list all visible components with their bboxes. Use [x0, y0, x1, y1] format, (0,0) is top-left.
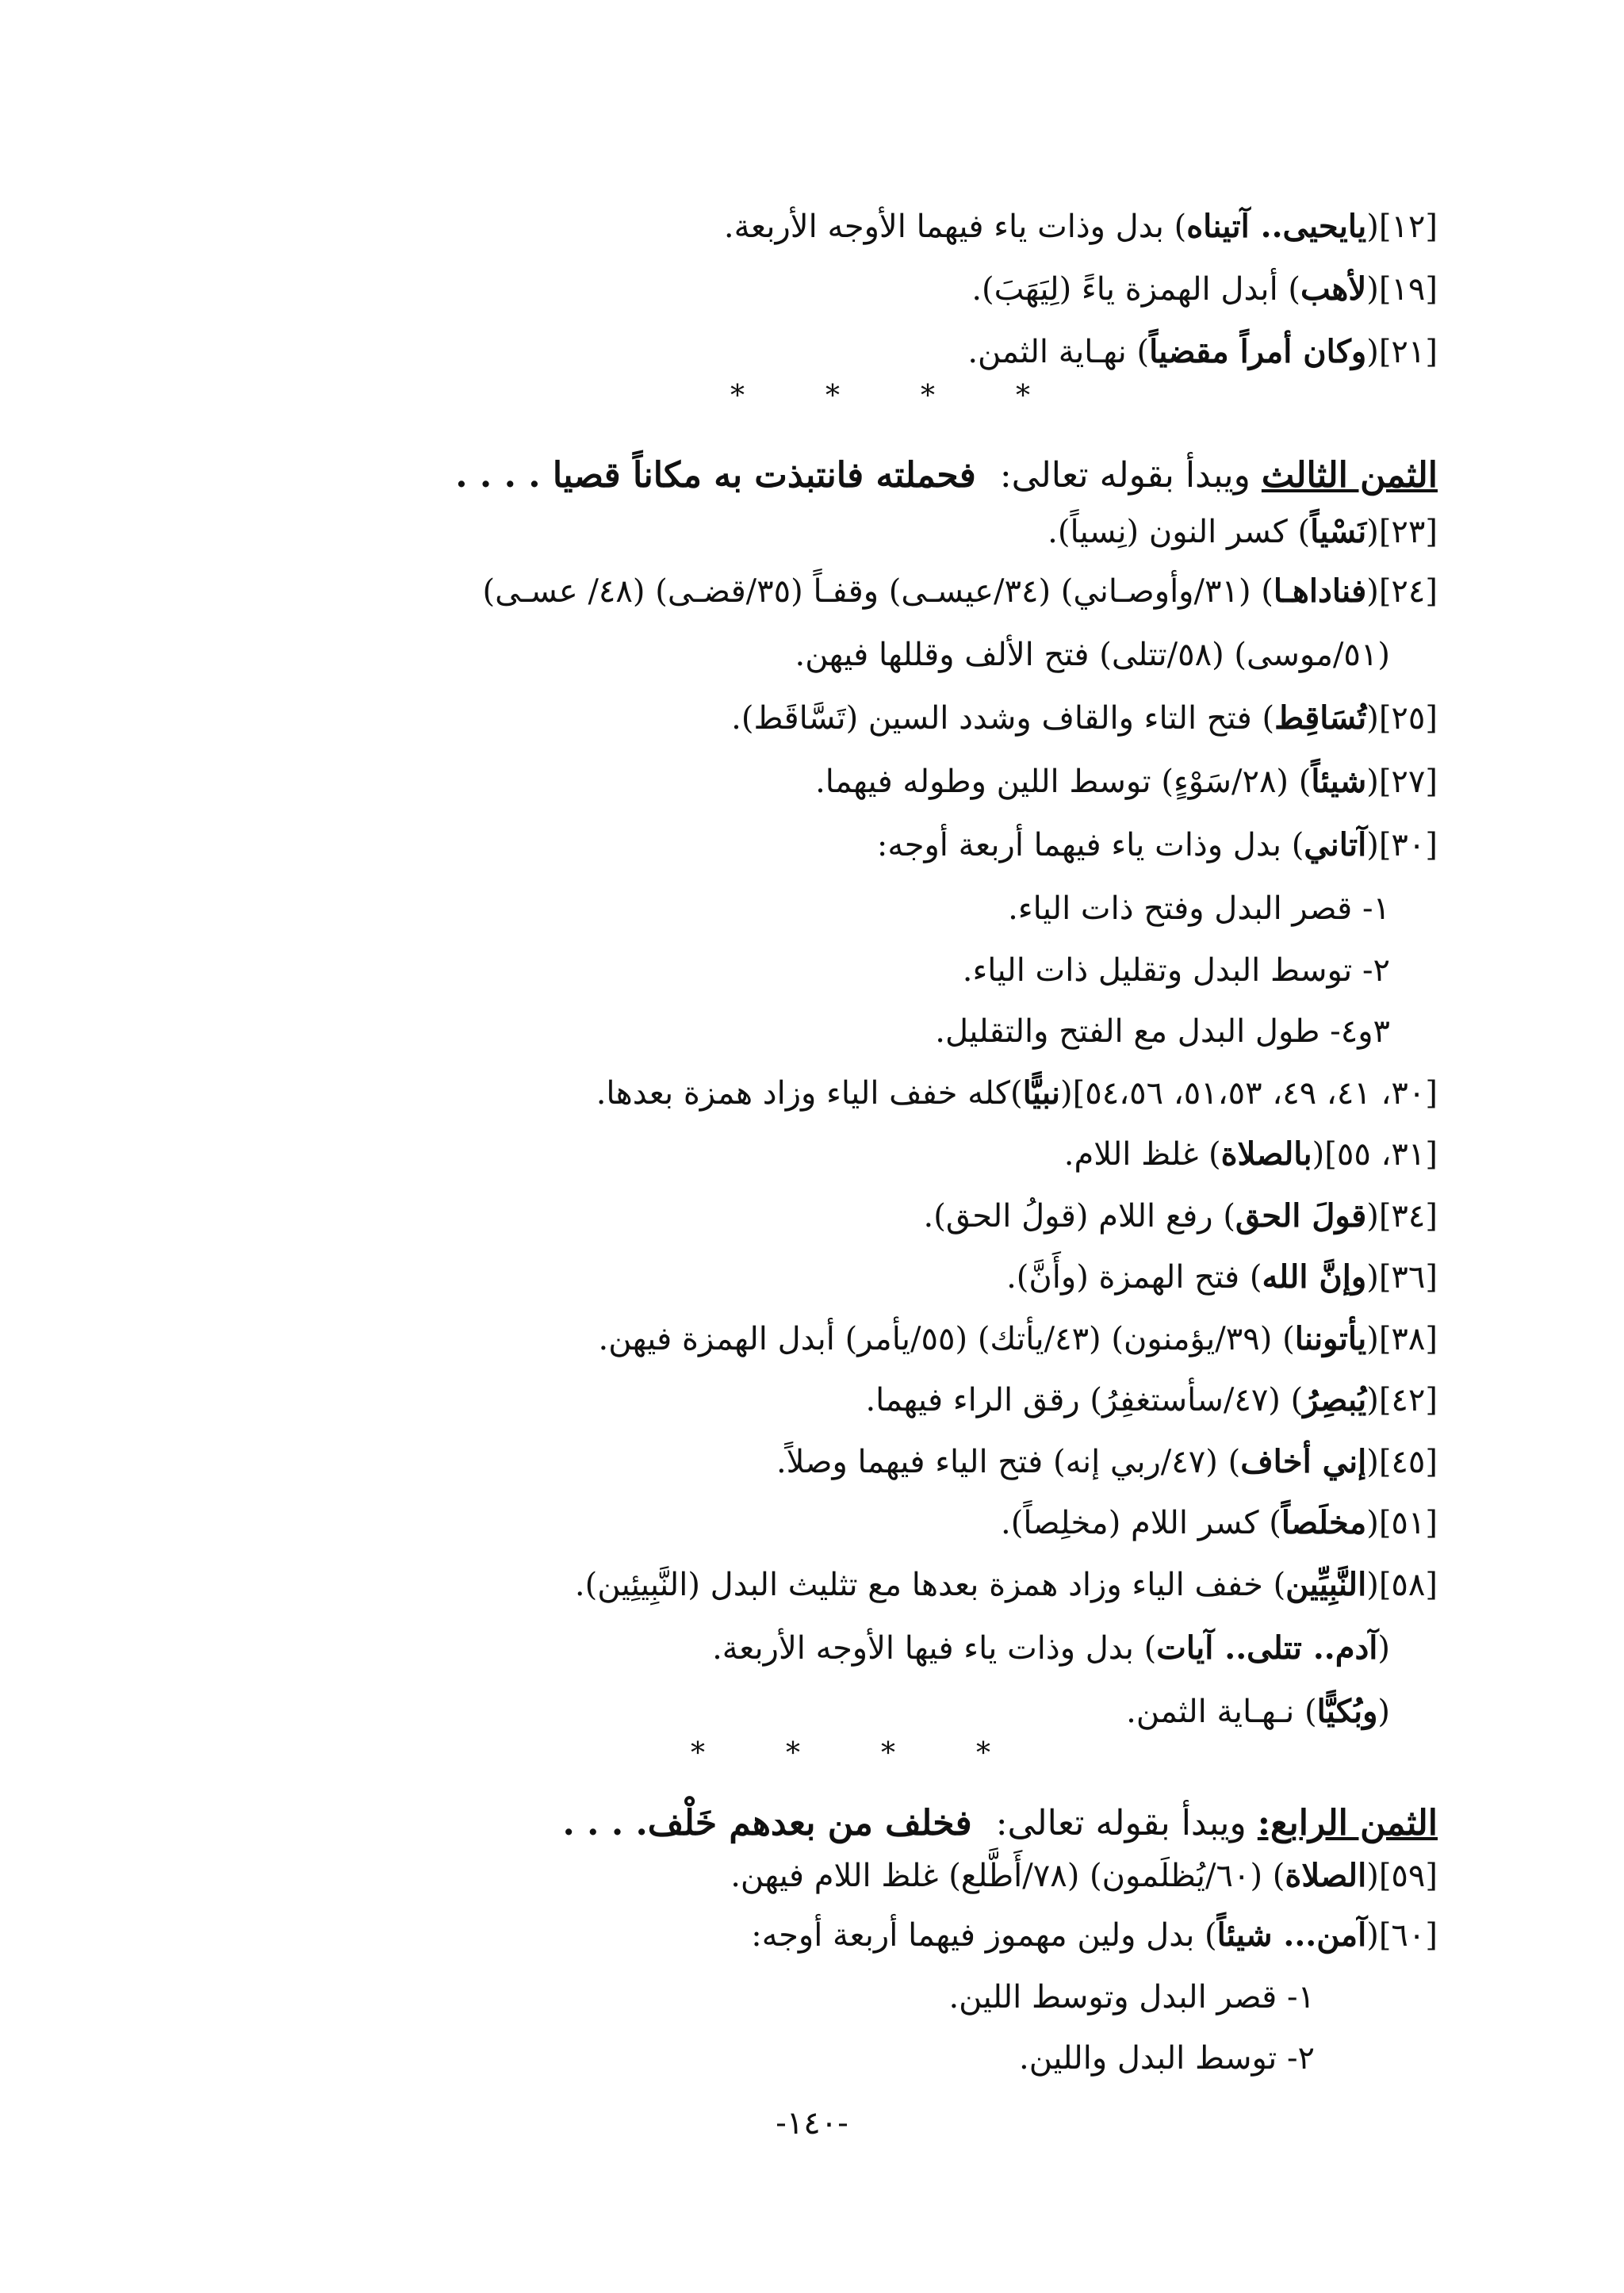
- verse-ref: [٢٣]: [1378, 514, 1438, 550]
- section-name: الثمن الثالث: [1261, 455, 1438, 496]
- note-text: (٣١/وأوصـاني) (٣٤/عيسـى) وقفـاً (٣٥/قضـى) (٤٨/ عسـى): [482, 573, 1262, 610]
- verse-ref: [٦٠]: [1378, 1917, 1438, 1954]
- note-line: [٢٧](شيئاً) (٢٨/سَوْءٍ) توسط اللين وطوله فيهما.: [815, 763, 1438, 800]
- note-line: [٢٥](تُسَاقِط) فتح التاء والقاف وشدد السين (تَسَّاقَط).: [731, 699, 1438, 737]
- verse-term: مخلَصاً: [1281, 1504, 1367, 1541]
- verse-term: إني أخاف: [1240, 1443, 1367, 1480]
- verse-ref: [٢٥]: [1378, 700, 1438, 737]
- verse-ref: [٣٨]: [1378, 1321, 1438, 1357]
- section-intro: ويبدأ بقوله تعالى:: [999, 455, 1262, 496]
- note-text: فتح الهمزة (وأَنَّ).: [1006, 1259, 1250, 1296]
- note-line: [٤٥](إني أخاف) (٤٧/ربي إنه) فتح الياء فيهما وصلاً.: [776, 1443, 1438, 1480]
- note-line: (آدم.. تتلى.. آيات) بدل وذات ياء فيها الأوجه الأربعة.: [712, 1629, 1390, 1667]
- note-text: ٢- توسط البدل واللين.: [1019, 2040, 1315, 2077]
- verse-term: يُبصِرُ: [1303, 1381, 1367, 1418]
- verse-ref: [٢١]: [1378, 334, 1438, 370]
- verse-term: لأهب: [1300, 270, 1367, 308]
- verse-term: قولَ الحق: [1235, 1197, 1367, 1235]
- note-text: بدل وذات ياء فيهما الأوجه الأربعة.: [723, 209, 1174, 245]
- section-verse: فحملته فانتبذت به مكاناً قصيا . . . .: [455, 455, 976, 496]
- note-text: ١- قصر البدل وفتح ذات الياء.: [1008, 890, 1390, 927]
- note-line: [١٢](يايحيى.. آتيناه) بدل وذات ياء فيهما الأوجه الأربعة.: [723, 208, 1438, 245]
- verse-ref: [٥٨]: [1378, 1567, 1438, 1603]
- note-text: نـهـاية الثمن.: [1126, 1694, 1304, 1730]
- note-text: نهـاية الثمن.: [967, 334, 1137, 370]
- verse-ref: [٣١، ٥٥]: [1324, 1136, 1438, 1173]
- verse-ref: [٣٠]: [1378, 827, 1438, 863]
- verse-term: وبُكيًّا: [1316, 1693, 1378, 1730]
- note-line: [٣٠](آتاني) بدل وذات ياء فيهما أربعة أوجه:: [876, 826, 1438, 863]
- note-text: ٣و٤- طول البدل مع الفتح والتقليل.: [935, 1013, 1390, 1050]
- verse-ref: [٣٤]: [1378, 1198, 1438, 1235]
- verse-term: آتاني: [1304, 826, 1367, 863]
- note-line: [٣٠، ٤١، ٤٩، ٥١،٥٣، ٥٤،٥٦](نبيًّا)كله خفف الياء وزاد همزة بعدها.: [596, 1074, 1438, 1112]
- verse-ref: [٤٥]: [1378, 1444, 1438, 1480]
- note-text: بدل ولين مهموز فيهما أربعة أوجه:: [751, 1917, 1205, 1954]
- note-line: [٦٠](آمن... شيئاً) بدل ولين مهموز فيهما أربعة أوجه:: [751, 1916, 1438, 1954]
- note-text: ٢- توسط البدل وتقليل ذات الياء.: [962, 952, 1390, 989]
- note-text: كسر النون (نِسياً).: [1048, 514, 1298, 550]
- note-text: غلظ اللام.: [1063, 1136, 1208, 1173]
- note-line: [119, 1973, 1315, 2022]
- note-line: [٢١](وكان أمراً مقضياً) نهـاية الثمن.: [967, 333, 1438, 370]
- note-line: [٥١](مخلَصاً) كسر اللام (مخلِصاً).: [1001, 1504, 1438, 1541]
- note-text: (٣٩/يؤمنون) (٤٣/يأتك) (٥٥/يأمر) أبدل الهمزة فيهن.: [598, 1321, 1283, 1357]
- verse-term: وإنَّ الله: [1262, 1258, 1367, 1296]
- note-text: (٦٠/يُظلَمون) (٧٨/أَطَّلع) غلظ اللام فيهن.: [730, 1858, 1273, 1894]
- verse-term: وكان أمراً مقضياً: [1149, 333, 1367, 370]
- note-line: [٢٣](نَسْياً) كسر النون (نِسياً).: [1048, 513, 1438, 550]
- note-line: [٣٨](يأتوننا) (٣٩/يؤمنون) (٤٣/يأتك) (٥٥/يأمر) أبدل الهمزة فيهن.: [598, 1320, 1438, 1357]
- section-verse: فخلف من بعدهم خَلْف. . . .: [562, 1803, 972, 1843]
- verse-term: نَسْياً: [1310, 513, 1367, 550]
- note-line: [١٩](لأهب) أبدل الهمزة ياءً (لِيَهَبَ).: [971, 270, 1438, 308]
- note-text: أبدل الهمزة ياءً (لِيَهَبَ).: [971, 271, 1289, 308]
- verse-ref: [٣٠، ٤١، ٤٩، ٥١،٥٣، ٥٤،٥٦]: [1072, 1075, 1438, 1112]
- note-line: [119, 884, 1390, 933]
- verse-ref: [٢٧]: [1378, 764, 1438, 800]
- verse-ref: [٥٩]: [1378, 1858, 1438, 1894]
- note-line: [٥٩](الصلاة) (٦٠/يُظلَمون) (٧٨/أَطَّلع) غلظ اللام فيهن.: [730, 1857, 1438, 1894]
- note-line: [٣٤](قولَ الحق) رفع اللام (قولُ الحق).: [923, 1197, 1438, 1235]
- section-name: الثمن الرابع:: [1257, 1803, 1438, 1843]
- verse-ref: [٢٤]: [1378, 573, 1438, 610]
- note-text: رفع اللام (قولُ الحق).: [923, 1198, 1224, 1235]
- note-line: [٢٤](فناداهـا) (٣١/وأوصـاني) (٣٤/عيسـى) وقفـاً (٣٥/قضـى) (٤٨/ عسـى): [482, 572, 1438, 610]
- note-line: [٤٢](يُبصِرُ) (٤٧/سأستغفِرُ) رقق الراء فيهما.: [865, 1381, 1438, 1418]
- note-text: فتح التاء والقاف وشدد السين (تَسَّاقَط).: [731, 700, 1262, 737]
- verse-term: آدم.. تتلى.. آيات: [1156, 1629, 1378, 1667]
- verse-ref: [٣٦]: [1378, 1259, 1438, 1296]
- note-line: [٥٨](النَّبِيِّين) خفف الياء وزاد همزة بعدها مع تثليث البدل (النَّبِيئِين).: [574, 1566, 1438, 1603]
- note-line: [119, 630, 1390, 679]
- section-heading-third: [238, 448, 1438, 503]
- note-text: (٤٧/سأستغفِرُ) رقق الراء فيهما.: [865, 1382, 1291, 1418]
- note-line: [119, 2034, 1315, 2083]
- note-text: (٥١/موسى) (٥٨/تتلى) فتح الألف وقللها فيهن.: [795, 637, 1390, 673]
- verse-term: النَّبِيِّين: [1285, 1566, 1367, 1603]
- note-line: (وبُكيًّا) نـهـاية الثمن.: [1126, 1693, 1390, 1730]
- note-line: [٣٦](وإنَّ الله) فتح الهمزة (وأَنَّ).: [1006, 1258, 1438, 1296]
- note-text: كله خفف الياء وزاد همزة بعدها.: [596, 1075, 1010, 1112]
- note-text: (٤٧/ربي إنه) فتح الياء فيهما وصلاً.: [776, 1444, 1228, 1480]
- verse-term: يايحيى.. آتيناه: [1186, 208, 1367, 245]
- note-text: بدل وذات ياء فيهما أربعة أوجه:: [876, 827, 1292, 863]
- verse-ref: [١٢]: [1378, 209, 1438, 245]
- verse-term: بالصلاة: [1220, 1135, 1312, 1173]
- verse-ref: [١٩]: [1378, 271, 1438, 308]
- page-number: -١٤٠-: [776, 2105, 848, 2142]
- section-heading-fourth: [238, 1796, 1438, 1851]
- note-text: (٢٨/سَوْءٍ) توسط اللين وطوله فيهما.: [815, 764, 1299, 800]
- verse-term: يأتوننا: [1294, 1320, 1367, 1357]
- note-line: [119, 946, 1390, 995]
- verse-ref: [٥١]: [1378, 1505, 1438, 1541]
- note-text: خفف الياء وزاد همزة بعدها مع تثليث البدل (النَّبِيئِين).: [574, 1567, 1274, 1603]
- section-intro: ويبدأ بقوله تعالى:: [995, 1803, 1258, 1843]
- verse-term: آمن... شيئاً: [1216, 1916, 1367, 1954]
- note-text: ١- قصر البدل وتوسط اللين.: [948, 1979, 1315, 2015]
- verse-term: تُسَاقِط: [1274, 699, 1367, 737]
- note-line: [119, 1007, 1390, 1056]
- note-text: بدل وذات ياء فيها الأوجه الأربعة.: [712, 1630, 1144, 1667]
- separator-stars: * * * *: [730, 380, 1030, 412]
- separator-stars: * * * *: [691, 1737, 990, 1770]
- note-line: [٣١، ٥٥](بالصلاة) غلظ اللام.: [1063, 1135, 1438, 1173]
- verse-term: الصلاة: [1285, 1857, 1367, 1894]
- verse-ref: [٤٢]: [1378, 1382, 1438, 1418]
- verse-term: نبيًّا: [1022, 1074, 1061, 1112]
- verse-term: فناداهـا: [1273, 572, 1367, 610]
- note-text: كسر اللام (مخلِصاً).: [1001, 1505, 1270, 1541]
- verse-term: شيئاً: [1311, 763, 1367, 800]
